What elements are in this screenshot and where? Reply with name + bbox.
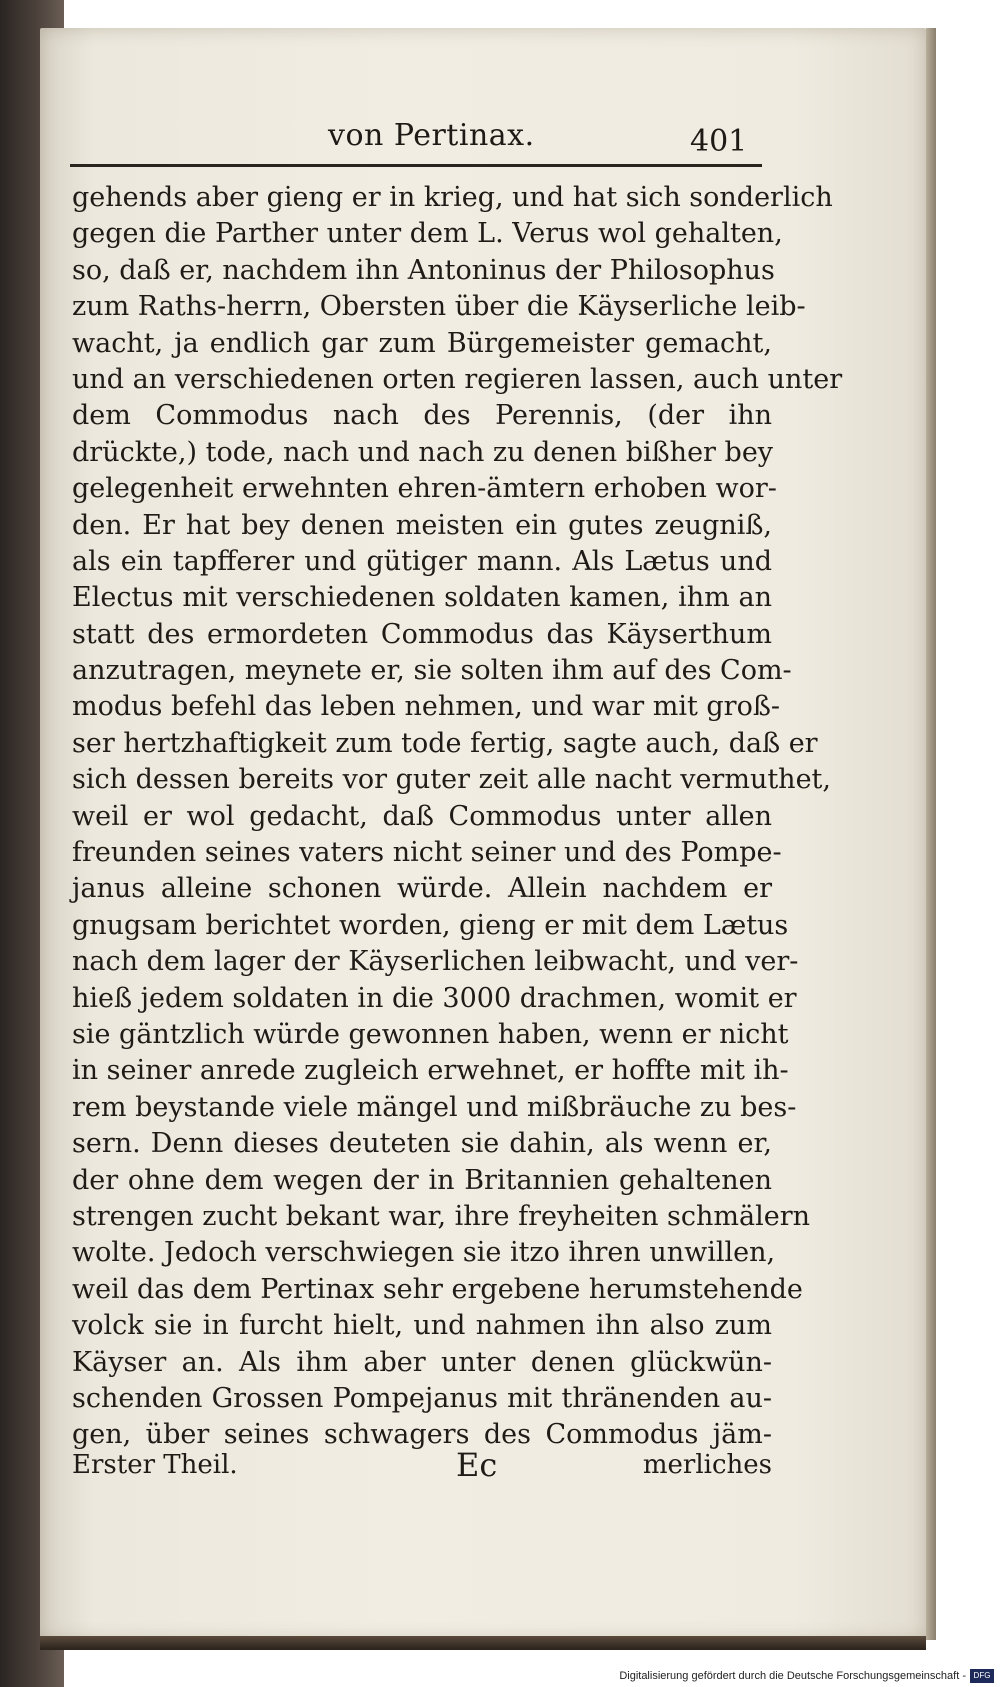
page-footer bbox=[72, 1446, 772, 1490]
text-line: den. Er hat bey denen meisten ein gutes zeugniß, bbox=[72, 509, 772, 541]
text-line: sich dessen bereits vor guter zeit alle nacht vermuthet, bbox=[72, 764, 831, 796]
text-line: als ein tapfferer und gütiger mann. Als Lætus und bbox=[72, 545, 772, 577]
text-line: gegen die Parther unter dem L. Verus wol gehalten, bbox=[72, 218, 783, 250]
dfg-logo-icon: DFG bbox=[970, 1669, 994, 1683]
signature-mark: Erster Theil. bbox=[72, 1450, 238, 1480]
text-line: zum Raths-herrn, Obersten über die Käyserliche leib- bbox=[72, 291, 806, 323]
digitization-credit bbox=[619, 1669, 994, 1683]
text-line: janus alleine schonen würde. Allein nachdem er bbox=[72, 873, 772, 905]
page-number: 401 bbox=[690, 124, 748, 159]
text-line: modus befehl das leben nehmen, und war mit groß- bbox=[72, 691, 780, 723]
text-line: hieß jedem soldaten in die 3000 drachmen, womit er bbox=[72, 982, 797, 1014]
text-line: weil das dem Pertinax sehr ergebene herumstehende bbox=[72, 1273, 803, 1305]
text-line: weil er wol gedacht, daß Commodus unter allen bbox=[72, 800, 772, 832]
page-bottom-shadow bbox=[40, 1636, 926, 1650]
text-line: ser hertzhaftigkeit zum tode fertig, sagte auch, daß er bbox=[72, 727, 818, 759]
text-line: gehends aber gieng er in krieg, und hat sich sonderlich bbox=[72, 182, 833, 213]
text-line: statt des ermordeten Commodus das Käyserthum bbox=[72, 618, 772, 650]
text-line: so, daß er, nachdem ihn Antoninus der Philosophus bbox=[72, 254, 775, 286]
text-line: sie gäntzlich würde gewonnen haben, wenn er nicht bbox=[72, 1018, 789, 1050]
text-line: gnugsam berichtet worden, gieng er mit dem Lætus bbox=[72, 909, 789, 941]
body-text bbox=[72, 180, 843, 1454]
text-line: Käyser an. Als ihm aber unter denen glückwün- bbox=[72, 1346, 772, 1378]
text-line: wacht, ja endlich gar zum Bürgemeister gemacht, bbox=[72, 327, 772, 359]
text-line: strengen zucht bekant war, ihre freyheiten schmälern bbox=[72, 1200, 811, 1232]
text-line: der ohne dem wegen der in Britannien gehaltenen bbox=[72, 1164, 772, 1196]
running-head-title: von Pertinax. bbox=[328, 118, 535, 153]
text-line: dem Commodus nach des Perennis, (der ihn bbox=[72, 400, 772, 432]
text-line: sern. Denn dieses deuteten sie dahin, als wenn er, bbox=[72, 1128, 772, 1160]
sheet-signature: Ec bbox=[456, 1446, 498, 1484]
text-line: freunden seines vaters nicht seiner und des Pompe- bbox=[72, 837, 782, 869]
page-edge bbox=[926, 28, 936, 1640]
text-line: wolte. Jedoch verschwiegen sie itzo ihren unwillen, bbox=[72, 1237, 776, 1269]
text-line: und an verschiedenen orten regieren lassen, auch unter bbox=[72, 363, 843, 395]
catchword: merliches bbox=[642, 1450, 772, 1480]
header-rule bbox=[70, 164, 762, 167]
text-line: schenden Grossen Pompejanus mit thränenden au- bbox=[72, 1382, 772, 1414]
text-line: drückte,) tode, nach und nach zu denen bißher bey bbox=[72, 436, 774, 468]
text-line: gen, über seines schwagers des Commodus jäm- bbox=[72, 1419, 772, 1451]
text-line: nach dem lager der Käyserlichen leibwacht, und ver- bbox=[72, 946, 799, 978]
text-line: Electus mit verschiedenen soldaten kamen, ihm an bbox=[72, 582, 772, 614]
text-line: volck sie in furcht hielt, und nahmen ihn also zum bbox=[72, 1310, 772, 1342]
text-line: anzutragen, meynete er, sie solten ihm auf des Com- bbox=[72, 655, 792, 687]
text-line: in seiner anrede zugleich erwehnet, er hoffte mit ih- bbox=[72, 1055, 789, 1087]
credit-text: Digitalisierung gefördert durch die Deutsche Forschungsgemeinschaft - bbox=[619, 1670, 966, 1682]
text-line: rem beystande viele mängel und mißbräuche zu bes- bbox=[72, 1091, 797, 1123]
text-line: gelegenheit erwehnten ehren-ämtern erhoben wor- bbox=[72, 473, 777, 505]
